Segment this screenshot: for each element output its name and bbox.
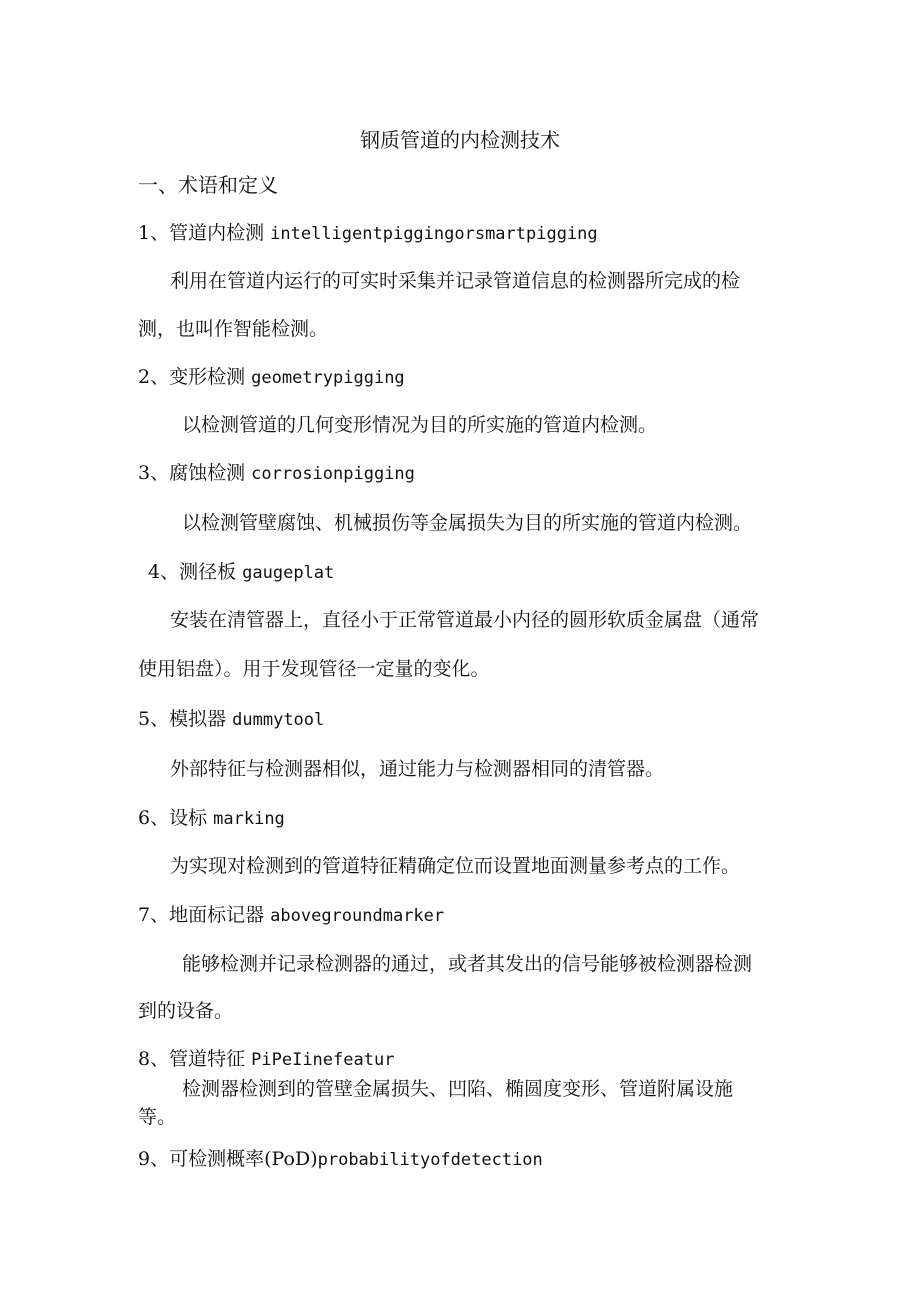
term-heading-7 bbox=[138, 902, 444, 929]
definition-line: 安装在清管器上，直径小于正常管道最小内径的圆形软质金属盘（通常 bbox=[170, 609, 760, 631]
section-heading: 一、术语和定义 bbox=[138, 173, 278, 197]
term-heading-label: 2、变形检测 bbox=[138, 366, 246, 388]
definition-line: 为实现对检测到的管道特征精确定位而设置地面测量参考点的工作。 bbox=[170, 855, 741, 877]
term-heading-label: 5、模拟器 bbox=[138, 708, 227, 730]
term-heading-6 bbox=[138, 805, 285, 832]
term-heading-label: 6、设标 bbox=[138, 807, 208, 829]
term-heading-label: 3、腐蚀检测 bbox=[138, 462, 246, 484]
term-english: dummytool bbox=[232, 710, 325, 730]
term-heading-9 bbox=[138, 1146, 543, 1173]
term-heading-label: 4、测径板 bbox=[148, 561, 237, 583]
term-english: gaugeplat bbox=[242, 563, 335, 583]
term-english: corrosionpigging bbox=[251, 464, 415, 484]
term-english: PiPeIinefeatur bbox=[251, 1050, 395, 1070]
document-title: 钢质管道的内检测技术 bbox=[360, 128, 560, 152]
term-heading-label: 8、管道特征 bbox=[138, 1048, 246, 1070]
definition-line: 等。 bbox=[138, 1106, 177, 1128]
term-heading-3 bbox=[138, 460, 415, 487]
definition-line: 检测器检测到的管壁金属损失、凹陷、椭圆度变形、管道附属设施 bbox=[182, 1078, 734, 1100]
term-heading-label: 1、管道内检测 bbox=[138, 222, 265, 244]
definition-line: 能够检测并记录检测器的通过，或者其发出的信号能够被检测器检测 bbox=[182, 953, 753, 975]
term-heading-4 bbox=[148, 559, 334, 586]
term-heading-5 bbox=[138, 706, 324, 733]
term-english: probabilityofdetection bbox=[317, 1150, 543, 1170]
definition-line: 使用铝盘）。用于发现管径一定量的变化。 bbox=[138, 658, 490, 680]
definition-line: 测，也叫作智能检测。 bbox=[138, 318, 329, 340]
term-english: intelligentpiggingorsmartpigging bbox=[270, 224, 598, 244]
term-heading-1 bbox=[138, 220, 598, 247]
definition-line: 以检测管壁腐蚀、机械损伤等金属损失为目的所实施的管道内检测。 bbox=[182, 512, 753, 534]
definition-line: 以检测管道的几何变形情况为目的所实施的管道内检测。 bbox=[182, 414, 658, 436]
definition-line: 外部特征与检测器相似，通过能力与检测器相同的清管器。 bbox=[170, 758, 665, 780]
term-heading-label: 9、可检测概率(PoD) bbox=[138, 1148, 318, 1170]
term-english: geometrypigging bbox=[251, 368, 405, 388]
term-heading-label: 7、地面标记器 bbox=[138, 904, 265, 926]
term-english: abovegroundmarker bbox=[270, 906, 445, 926]
term-heading-8 bbox=[138, 1046, 394, 1073]
term-english: marking bbox=[213, 809, 285, 829]
definition-line: 到的设备。 bbox=[138, 1000, 234, 1022]
definition-line: 利用在管道内运行的可实时采集并记录管道信息的检测器所完成的检 bbox=[170, 270, 741, 292]
term-heading-2 bbox=[138, 364, 405, 391]
